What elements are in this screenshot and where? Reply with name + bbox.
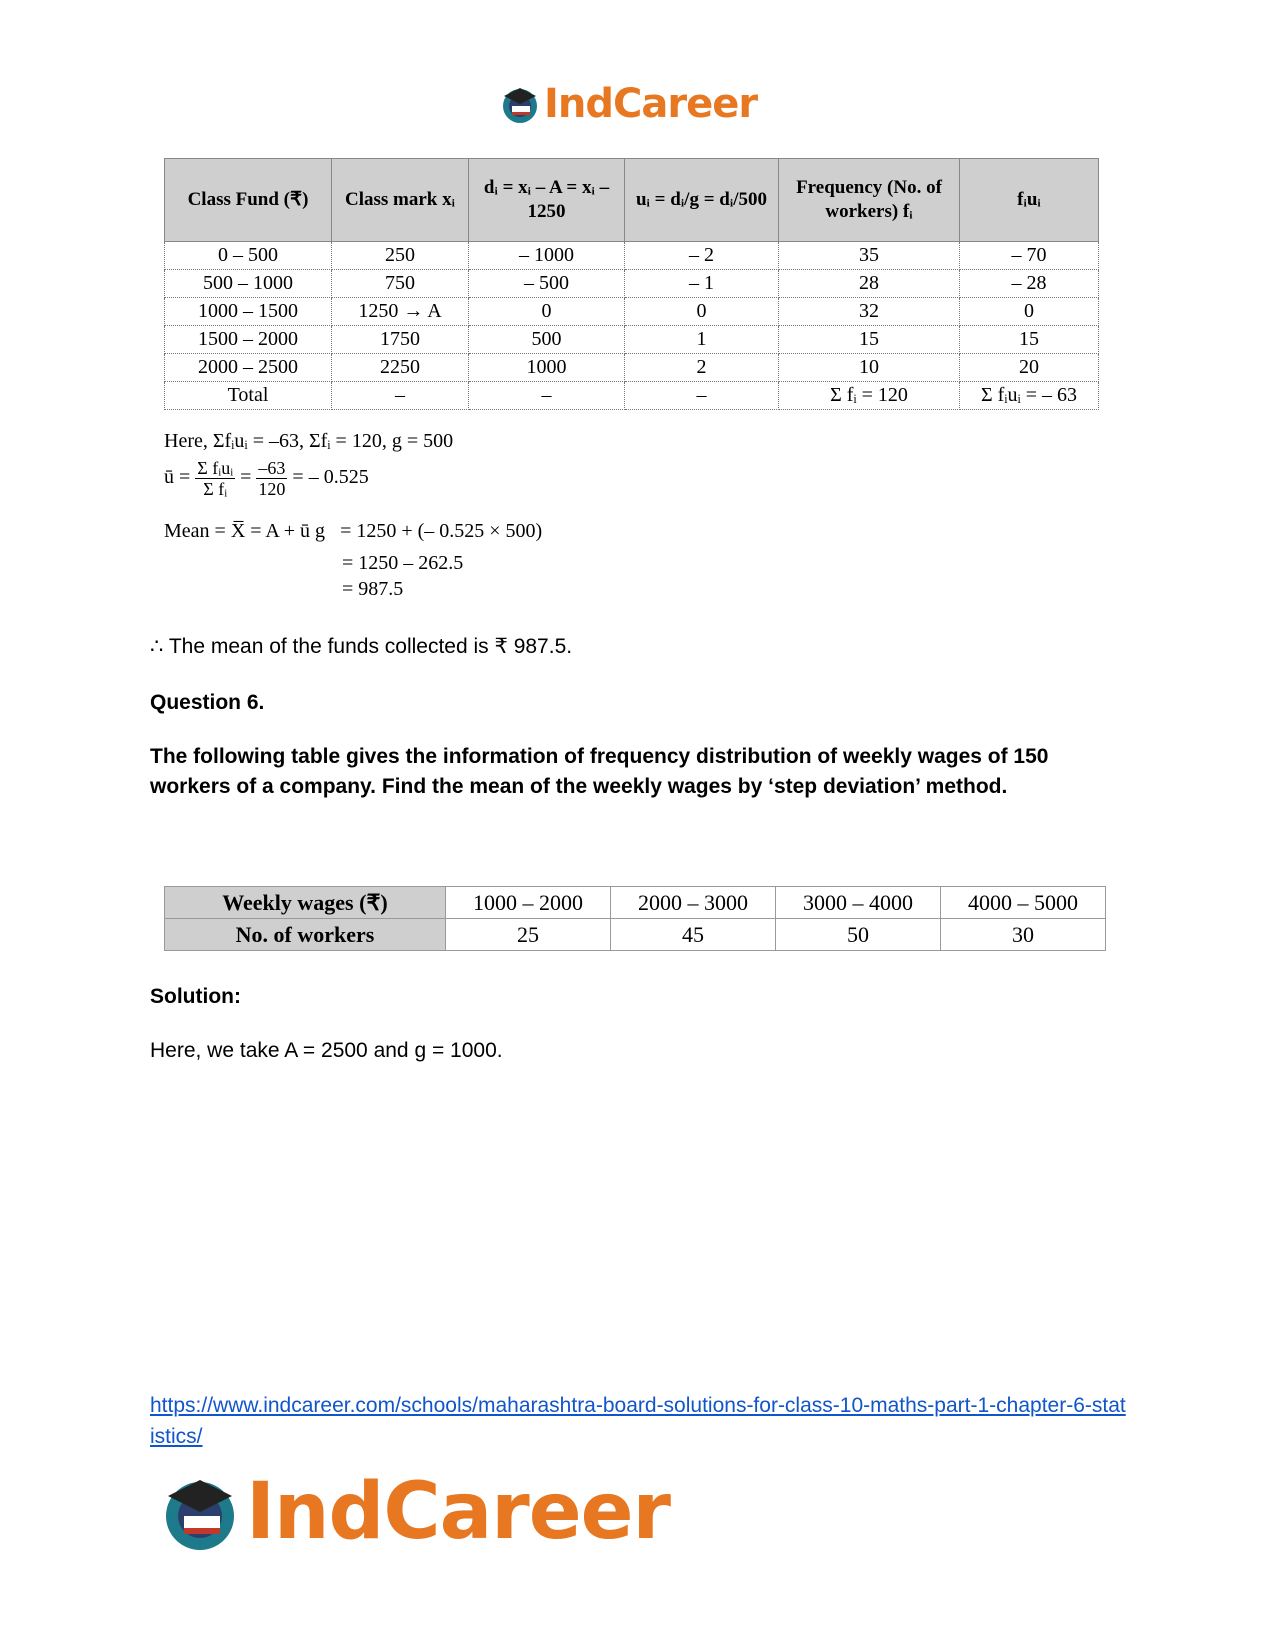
table-cell: 45 [611, 919, 776, 951]
fraction-sum [195, 458, 235, 499]
brand-name: IndCareer [246, 1467, 670, 1557]
table-cell: 1 [625, 326, 779, 354]
table-row [165, 242, 1099, 270]
row-header: No. of workers [165, 919, 446, 951]
question-title: Question 6. [150, 691, 265, 714]
solution-text: Here, we take A = 2500 and g = 1000. [150, 1039, 503, 1062]
conclusion-text: ∴ The mean of the funds collected is ₹ 987.5. [150, 635, 573, 658]
table-cell: 2000 – 3000 [611, 887, 776, 919]
fraction-values [256, 458, 287, 499]
table-cell: 25 [446, 919, 611, 951]
table-row [165, 887, 1106, 919]
table-cell: 1000 – 2000 [446, 887, 611, 919]
table-cell: 1000 – 1500 [165, 298, 332, 326]
table-row [165, 326, 1099, 354]
table-header: uᵢ = dᵢ/g = dᵢ/500 [625, 159, 779, 242]
fraction-numerator: –63 [258, 458, 286, 478]
mean-step-1: = 1250 + (– 0.525 × 500) [340, 520, 543, 542]
table-cell: – [625, 382, 779, 410]
table-row [165, 270, 1099, 298]
table-cell: – 70 [960, 242, 1099, 270]
table-cell: – [469, 382, 625, 410]
table-cell: 2 [625, 354, 779, 382]
mean-step-3: = 987.5 [342, 578, 404, 600]
mean-line [164, 520, 542, 543]
table-cell: 250 [332, 242, 469, 270]
table-cell: – 28 [960, 270, 1099, 298]
table-row [165, 919, 1106, 951]
table-header: Class Fund (₹) [165, 159, 332, 242]
table-cell: 20 [960, 354, 1099, 382]
table-cell: 500 – 1000 [165, 270, 332, 298]
table-row [165, 354, 1099, 382]
table-cell: 35 [779, 242, 960, 270]
table-cell: 0 – 500 [165, 242, 332, 270]
fraction-denominator: 120 [258, 479, 286, 499]
table-cell: – 2 [625, 242, 779, 270]
table-cell: Total [165, 382, 332, 410]
table-cell: – 1 [625, 270, 779, 298]
table-cell: 0 [625, 298, 779, 326]
table-header: Class mark xᵢ [332, 159, 469, 242]
table-header: Frequency (No. of workers) fᵢ [779, 159, 960, 242]
table-cell: Σ fᵢ = 120 [779, 382, 960, 410]
table-cell: 32 [779, 298, 960, 326]
indcareer-logo-top [500, 80, 757, 128]
mean-lhs: Mean = X̅ = A + ū g [164, 520, 326, 542]
table-header: dᵢ = xᵢ – A = xᵢ – 1250 [469, 159, 625, 242]
table-header-row [165, 159, 1099, 242]
indcareer-logo-bottom [160, 1467, 670, 1557]
calc-ubar-line [164, 458, 369, 499]
table-header: fᵢuᵢ [960, 159, 1099, 242]
table-cell: 28 [779, 270, 960, 298]
solution-table [164, 158, 1099, 410]
table-row [165, 298, 1099, 326]
table-cell: 15 [779, 326, 960, 354]
calc-line-sums: Here, Σfᵢuᵢ = –63, Σfᵢ = 120, g = 500 [164, 430, 454, 452]
equals-sign: = [240, 466, 252, 489]
table-cell: 500 [469, 326, 625, 354]
question-text: The following table gives the information of frequency distribution of weekly wages of 150 workers of a company. Find the mean of the weekly wages by ‘step deviation’ method. [150, 745, 1049, 798]
table-cell: 1250 → A [332, 298, 469, 326]
table-cell: Σ fᵢuᵢ = – 63 [960, 382, 1099, 410]
solution-label: Solution: [150, 985, 241, 1008]
row-header: Weekly wages (₹) [165, 887, 446, 919]
table-cell: – 1000 [469, 242, 625, 270]
table-cell: 750 [332, 270, 469, 298]
table-cell: – [332, 382, 469, 410]
graduation-cap-globe-icon [500, 84, 540, 124]
ubar-lhs: ū = [164, 466, 191, 489]
table-cell: – 500 [469, 270, 625, 298]
wages-table [164, 886, 1106, 951]
table-cell: 3000 – 4000 [776, 887, 941, 919]
graduation-cap-globe-icon [160, 1472, 240, 1552]
table-cell: 15 [960, 326, 1099, 354]
table-cell: 1750 [332, 326, 469, 354]
table-cell: 4000 – 5000 [941, 887, 1106, 919]
table-cell: 30 [941, 919, 1106, 951]
table-cell: 1500 – 2000 [165, 326, 332, 354]
fraction-denominator: Σ fᵢ [203, 479, 228, 499]
table-cell: 0 [469, 298, 625, 326]
table-cell: 50 [776, 919, 941, 951]
table-total-row [165, 382, 1099, 410]
source-link[interactable]: https://www.indcareer.com/schools/maharashtra-board-solutions-for-class-10-maths-part-1-chapter-6-statistics/ [150, 1394, 1126, 1448]
table-cell: 1000 [469, 354, 625, 382]
table-cell: 10 [779, 354, 960, 382]
ubar-result: = – 0.525 [292, 466, 369, 489]
table-cell: 2250 [332, 354, 469, 382]
table-cell: 0 [960, 298, 1099, 326]
fraction-numerator: Σ fᵢuᵢ [197, 458, 234, 478]
mean-step-2: = 1250 – 262.5 [342, 552, 464, 574]
brand-name: IndCareer [544, 81, 758, 127]
table-cell: 2000 – 2500 [165, 354, 332, 382]
